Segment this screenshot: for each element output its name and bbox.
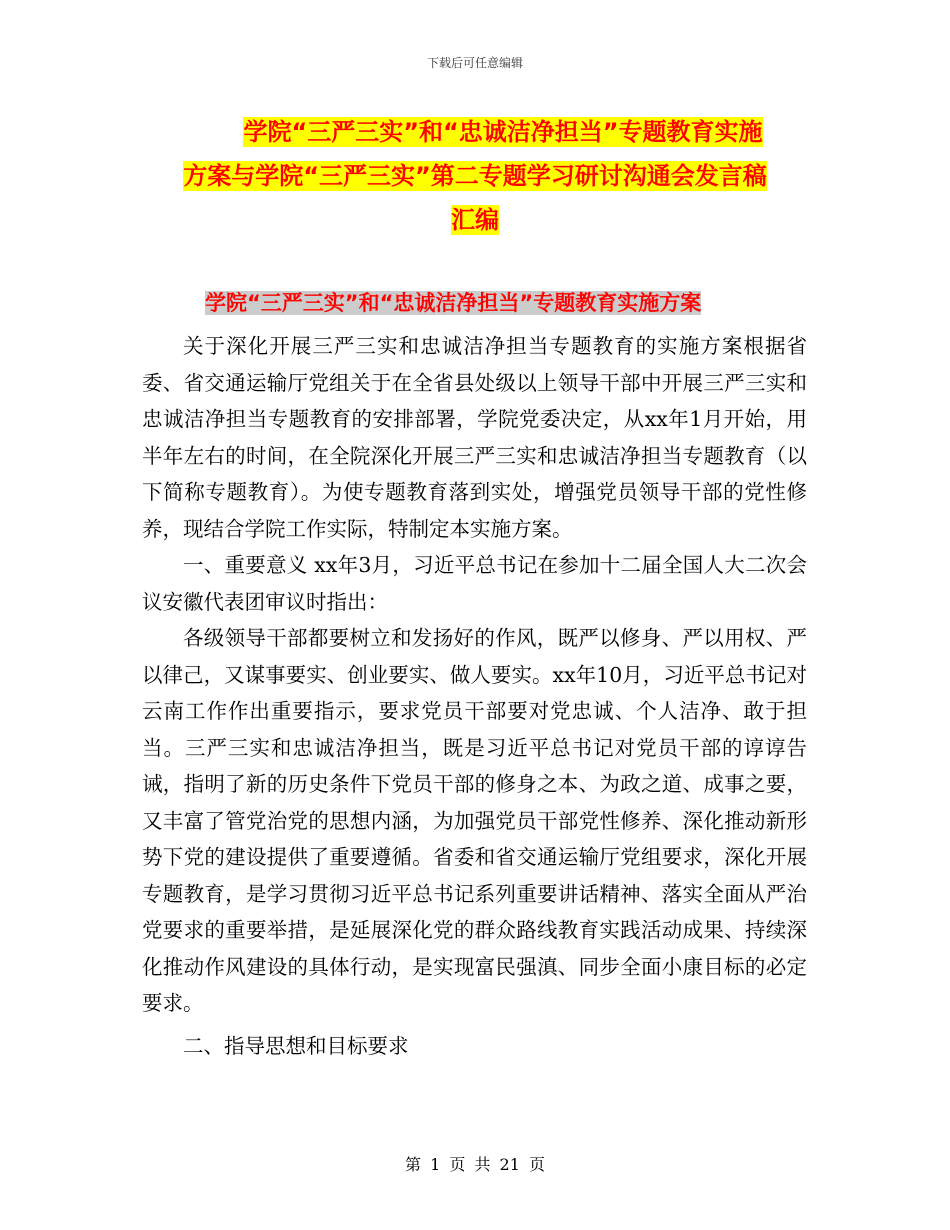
- page-footer: 第 1 页 共 21 页: [405, 1155, 545, 1174]
- paragraph-significance: 一、重要意义 xx年3月，习近平总书记在参加十二届全国人大二次会议安徽代表团审议时指出：: [142, 553, 807, 614]
- body-text: [142, 328, 807, 1064]
- title-line-1-text: 学院“三严三实”和“忠诚洁净担当”专题教育实施: [243, 118, 763, 146]
- paragraph-heading-2: 二、指导思想和目标要求: [183, 1033, 409, 1058]
- document-title: [140, 110, 810, 242]
- paragraph-quote: 各级领导干部都要树立和发扬好的作风，既严以修身、严以用权、严以律己，又谋事要实、创业要实、做人要实。xx年10月，习近平总书记对云南工作作出重要指示，要求党员干部要对党忠诚、个人洁净、敢于担当。三严三实和忠诚洁净担当，既是习近平总书记对党员干部的谆谆告诫，指明了新的历史条件下党员干部的修身之本、为政之道、成事之要，又丰富了管党治党的思想内涵，为加强党员干部党性修养、深化推动新形势下党的建设提供了重要遵循。省委和省交通运输厅党组要求，深化开展专题教育，是学习贯彻习近平总书记系列重要讲话精神、落实全面从严治党要求的重要举措，是延展深化党的群众路线教育实践活动成果、持续深化推动作风建设的具体行动，是实现富民强滇、同步全面小康目标的必定要求。: [142, 626, 807, 1015]
- title-line-3-text: 汇编: [451, 206, 499, 234]
- section-title: [205, 288, 701, 318]
- title-line-2-text: 方案与学院“三严三实”第二专题学习研讨沟通会发言稿: [183, 162, 767, 190]
- header-note: 下载后可任意编辑: [426, 56, 523, 70]
- title-line-2: [140, 154, 810, 198]
- section-title-text: 学院“三严三实”和“忠诚洁净担当”专题教育实施方案: [205, 291, 702, 315]
- title-line-1: [140, 110, 810, 154]
- title-line-3: [140, 198, 810, 242]
- paragraph-intro: 关于深化开展三严三实和忠诚洁净担当专题教育的实施方案根据省委、省交通运输厅党组关于在全省县处级以上领导干部中开展三严三实和忠诚洁净担当专题教育的安排部署，学院党委决定，从xx年1月开始，用半年左右的时间，在全院深化开展三严三实和忠诚洁净担当专题教育（以下简称专题教育）。为使专题教育落到实处，增强党员领导干部的党性修养，现结合学院工作实际，特制定本实施方案。: [142, 334, 807, 541]
